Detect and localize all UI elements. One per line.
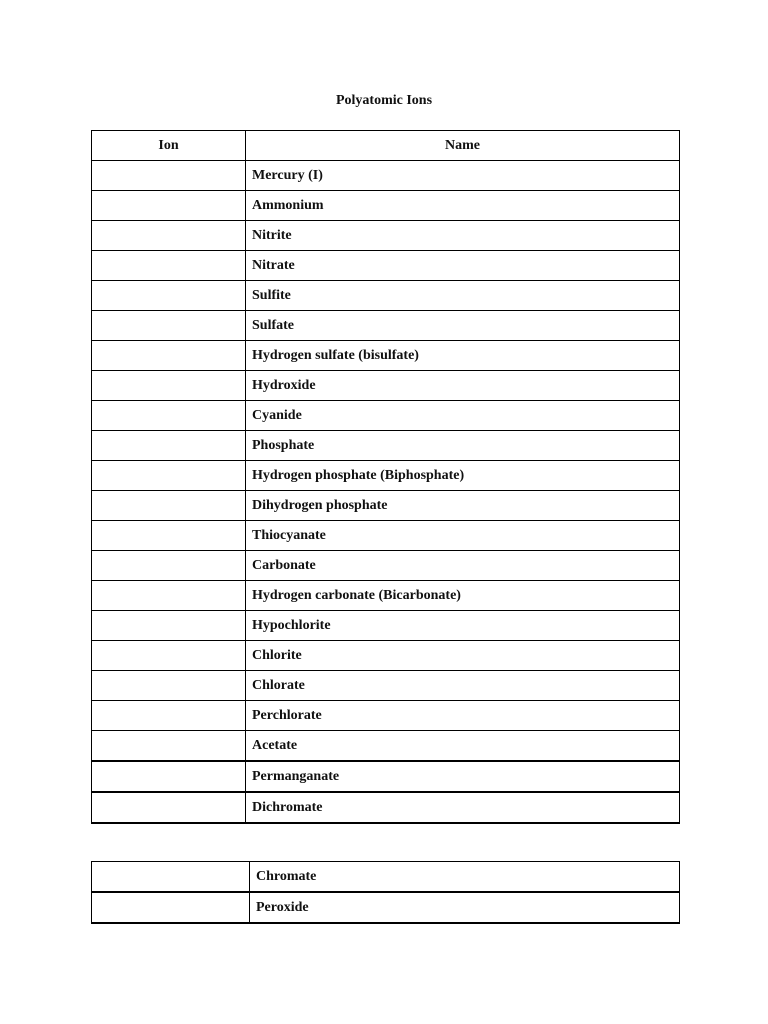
ion-cell <box>92 671 246 701</box>
table-row <box>92 671 680 701</box>
ion-cell <box>92 371 246 401</box>
table-row <box>92 892 680 923</box>
name-cell: Hydrogen phosphate (Biphosphate) <box>246 461 680 491</box>
ion-column-header: Ion <box>92 131 246 161</box>
name-cell: Peroxide <box>250 892 680 923</box>
name-cell: Hydrogen carbonate (Bicarbonate) <box>246 581 680 611</box>
ion-cell <box>92 311 246 341</box>
ion-cell <box>92 461 246 491</box>
name-cell: Hypochlorite <box>246 611 680 641</box>
table-row <box>92 461 680 491</box>
page-title: Polyatomic Ions <box>335 93 433 108</box>
ion-cell <box>92 701 246 731</box>
name-cell: Thiocyanate <box>246 521 680 551</box>
ion-cell <box>92 862 250 893</box>
name-cell: Sulfite <box>246 281 680 311</box>
table-row <box>92 581 680 611</box>
ion-cell <box>92 641 246 671</box>
ion-cell <box>92 521 246 551</box>
table-row <box>92 431 680 461</box>
ion-cell <box>92 892 250 923</box>
ion-cell <box>92 611 246 641</box>
table-row <box>92 221 680 251</box>
name-cell: Perchlorate <box>246 701 680 731</box>
ion-cell <box>92 191 246 221</box>
polyatomic-ions-table <box>91 130 680 824</box>
ion-cell <box>92 792 246 823</box>
table-row <box>92 731 680 762</box>
table-row <box>92 341 680 371</box>
name-cell: Ammonium <box>246 191 680 221</box>
table-row <box>92 862 680 893</box>
name-cell: Cyanide <box>246 401 680 431</box>
ion-cell <box>92 431 246 461</box>
name-cell: Permanganate <box>246 761 680 792</box>
table-row <box>92 371 680 401</box>
ion-cell <box>92 281 246 311</box>
name-cell: Chlorite <box>246 641 680 671</box>
name-column-header: Name <box>246 131 680 161</box>
table-row <box>92 251 680 281</box>
table-row <box>92 701 680 731</box>
ion-cell <box>92 761 246 792</box>
name-cell: Dihydrogen phosphate <box>246 491 680 521</box>
table-row <box>92 761 680 792</box>
name-cell: Nitrite <box>246 221 680 251</box>
name-cell: Dichromate <box>246 792 680 823</box>
table-row <box>92 611 680 641</box>
table-row <box>92 191 680 221</box>
ion-cell <box>92 251 246 281</box>
ion-cell <box>92 221 246 251</box>
ion-cell <box>92 731 246 762</box>
name-cell: Chlorate <box>246 671 680 701</box>
table-row <box>92 401 680 431</box>
ion-cell <box>92 161 246 191</box>
ion-cell <box>92 341 246 371</box>
name-cell: Nitrate <box>246 251 680 281</box>
table-row <box>92 161 680 191</box>
ion-cell <box>92 551 246 581</box>
name-cell: Mercury (I) <box>246 161 680 191</box>
additional-ions-table <box>91 861 680 924</box>
ion-cell <box>92 581 246 611</box>
table-row <box>92 641 680 671</box>
table-header-row <box>92 131 680 161</box>
name-cell: Hydroxide <box>246 371 680 401</box>
table-row <box>92 311 680 341</box>
table-row <box>92 792 680 823</box>
name-cell: Carbonate <box>246 551 680 581</box>
table-row <box>92 491 680 521</box>
name-cell: Chromate <box>250 862 680 893</box>
name-cell: Phosphate <box>246 431 680 461</box>
ion-cell <box>92 401 246 431</box>
table-row <box>92 521 680 551</box>
table-row <box>92 551 680 581</box>
table-row <box>92 281 680 311</box>
ion-cell <box>92 491 246 521</box>
name-cell: Sulfate <box>246 311 680 341</box>
name-cell: Hydrogen sulfate (bisulfate) <box>246 341 680 371</box>
name-cell: Acetate <box>246 731 680 762</box>
